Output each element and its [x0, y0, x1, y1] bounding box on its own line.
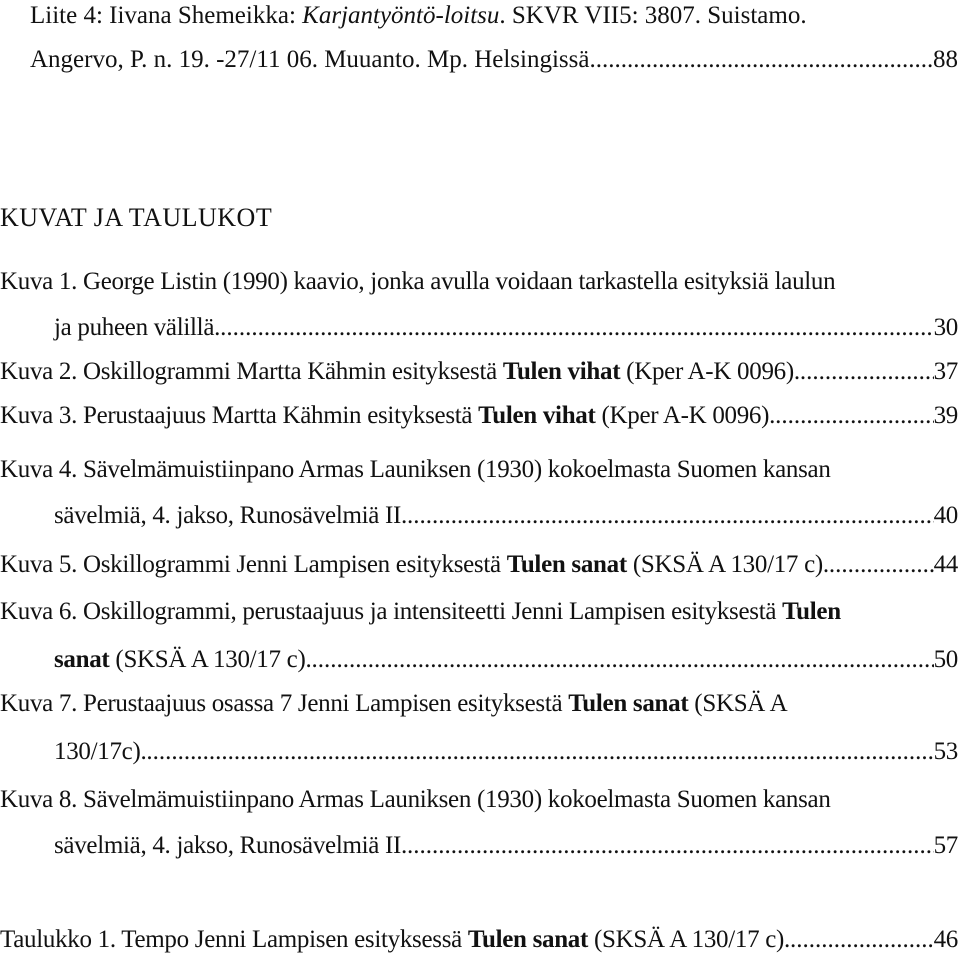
appendix-suffix: . SKVR VII5: 3807. Suistamo. [499, 2, 807, 29]
figure-1-line-2: ja puheen välillä. ..... 30 [54, 312, 958, 344]
figure-4-line-1: Kuva 4. Sävelmämuistiinpano Armas Launiksen (1930) kokoelmasta Suomen kansan [0, 456, 831, 483]
figure-6-line-1: Kuva 6. Oskillogrammi, perustaajuus ja intensiteetti Jenni Lampisen esityksestä Tulen [0, 598, 841, 625]
figure-6-line-2: sanat (SKSÄ A 130/17 c). ..... 50 [54, 644, 958, 676]
leader-dots [800, 356, 934, 388]
page-number: 46 [933, 926, 958, 953]
leader-dots [220, 312, 934, 344]
figure-8-line-1: Kuva 8. Sävelmämuistiinpano Armas Launiksen (1930) kokoelmasta Suomen kansan [0, 786, 831, 813]
figure-4-line-2: sävelmiä, 4. jakso, Runosävelmiä II. ..... 40 [54, 500, 958, 532]
leader-dots [407, 500, 934, 532]
page-number: 57 [933, 832, 958, 859]
appendix-prefix: Liite 4: Iivana Shemeikka: [30, 2, 303, 29]
page-number: 44 [933, 551, 958, 578]
leader-dots [407, 830, 934, 862]
page-number: 53 [933, 738, 958, 765]
figure-2-entry: Kuva 2. Oskillogrammi Martta Kähmin esityksestä Tulen vihat (Kper A-K 0096). ..... 37 [0, 356, 958, 388]
page-number: 30 [933, 314, 958, 341]
page-number: 88 [933, 46, 958, 73]
page-number: 40 [933, 502, 958, 529]
leader-dots [146, 736, 933, 768]
leader-dots [829, 549, 934, 581]
figure-7-line-1: Kuva 7. Perustaajuus osassa 7 Jenni Lampisen esityksestä Tulen sanat (SKSÄ A [0, 690, 788, 717]
figure-1-line-1: Kuva 1. George Listin (1990) kaavio, jonka avulla voidaan tarkastella esityksiä laulun [0, 268, 836, 295]
page-number: 37 [933, 358, 958, 385]
leader-dots [596, 44, 933, 76]
appendix-line-2 [30, 44, 958, 76]
figure-8-line-2: sävelmiä, 4. jakso, Runosävelmiä II. ..... 57 [54, 830, 958, 862]
page-number: 50 [933, 646, 958, 673]
page-number: 39 [933, 402, 958, 429]
table-1-entry: Taulukko 1. Tempo Jenni Lampisen esityksessä Tulen sanat (SKSÄ A 130/17 c). ..... 46 [0, 924, 958, 956]
leader-dots [790, 924, 934, 956]
appendix-title: Karjantyöntö-loitsu [302, 2, 500, 29]
appendix-source: Angervo, P. n. 19. -27/11 06. Muuanto. Mp. Helsingissä. [30, 46, 596, 73]
appendix-line-1 [30, 0, 930, 32]
figure-5-entry: Kuva 5. Oskillogrammi Jenni Lampisen esityksestä Tulen sanat (SKSÄ A 130/17 c). ..... 44 [0, 549, 958, 581]
figure-7-line-2: 130/17c). ..... 53 [54, 736, 958, 768]
section-heading: KUVAT JA TAULUKOT [0, 203, 273, 232]
leader-dots [775, 400, 933, 432]
leader-dots [311, 644, 933, 676]
figure-3-entry: Kuva 3. Perustaajuus Martta Kähmin esityksestä Tulen vihat (Kper A-K 0096). ..... 39 [0, 400, 958, 432]
